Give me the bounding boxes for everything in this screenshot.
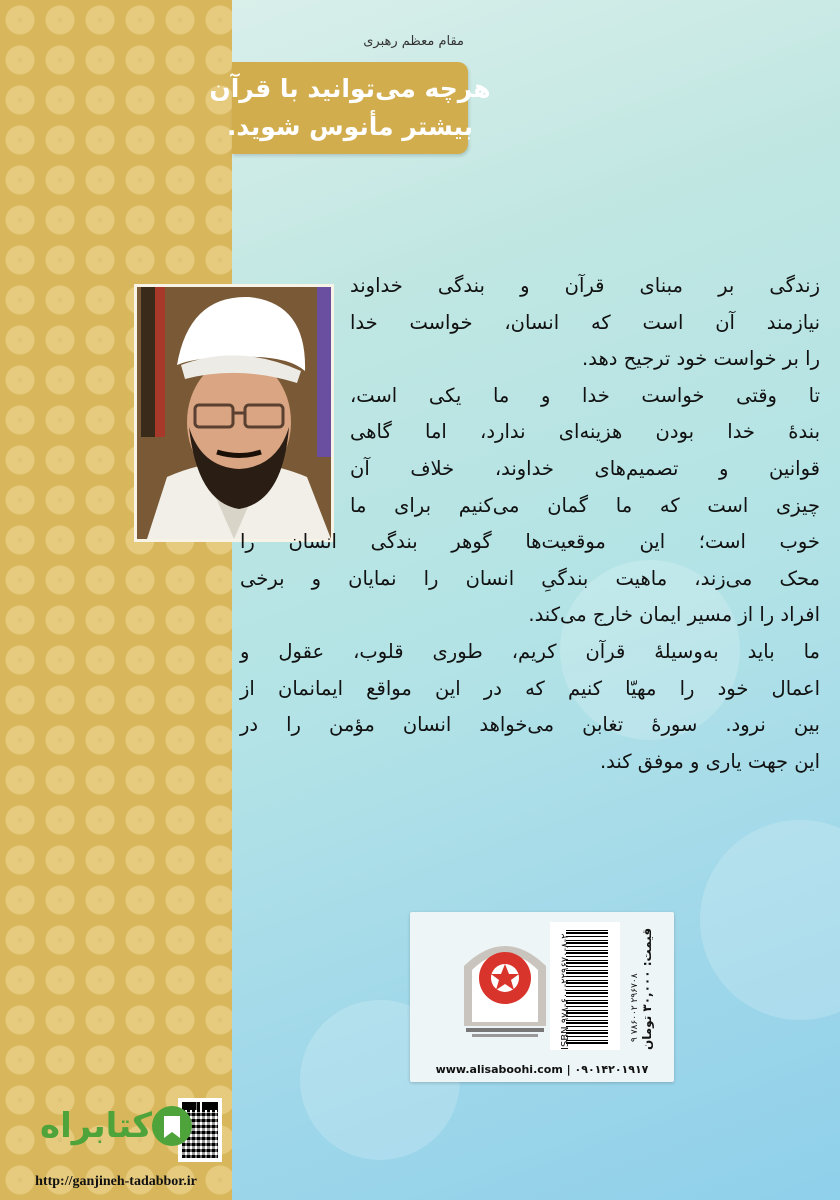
website-link[interactable]: www.alisaboohi.com <box>435 1063 563 1076</box>
body-line: را بر خواست خود ترجیح دهد. <box>582 347 820 371</box>
separator: | <box>566 1063 571 1076</box>
publisher-logo-icon <box>458 926 552 1044</box>
body-line: چیزی است که ما گمان می‌کنیم برای ما <box>350 493 820 517</box>
body-text <box>240 268 820 780</box>
decorative-pattern-strip <box>0 0 232 1200</box>
footer-url[interactable]: http://ganjineh-tadabbor.ir <box>35 1174 197 1189</box>
body-line: تا وقتی خواست خدا و ما یکی است، <box>350 383 820 407</box>
body-line: قوانین و تصمیم‌های خداوند، خلاف آن <box>350 456 820 480</box>
ketabrah-logo-icon <box>150 1100 194 1150</box>
isbn-number: ISBN ۹۷۸-۶۰۰-۲۲۹۶۷۰-۸-۲ <box>560 933 571 1050</box>
quote-attribution: مقام معظم رهبری <box>363 34 464 49</box>
barcode-panel <box>410 912 674 1082</box>
contact-line <box>410 1063 674 1076</box>
ketabrah-brand: کتابراه <box>40 1106 153 1146</box>
quote-box <box>209 62 491 154</box>
body-line: خوب است؛ این موقعیت‌ها گوهر بندگی انسان را <box>240 530 820 554</box>
barcode-digits: ۹ ۷۸۶۰۰۲ ۲۹۶۷۰۸ <box>630 973 640 1042</box>
body-line: اعمال خود را مهیّا کنیم که در این مواقع ایمانمان از <box>240 676 820 700</box>
body-line: بندهٔ خدا بودن هزینه‌ای ندارد، اما گاهی <box>350 420 820 444</box>
body-line: افراد را از مسیر ایمان خارج می‌کند. <box>528 603 820 627</box>
body-line: زندگی بر مبنای قرآن و بندگی خداوند <box>350 274 820 297</box>
body-line: ما باید به‌وسیلهٔ قرآن کریم، طوری قلوب، عقول و <box>240 639 820 663</box>
quote-line: بیشتر مأنوس شوید. <box>226 112 474 141</box>
body-line: این جهت یاری و موفق کند. <box>599 749 820 773</box>
bokeh-circle <box>700 820 840 1020</box>
body-line: محک می‌زند، ماهیت بندگیِ انسان را نمایان و برخی <box>240 566 820 590</box>
barcode-bars <box>566 928 608 1044</box>
body-line: نیازمند آن است که انسان، خواست خدا <box>350 310 820 334</box>
phone-number: ۰۹۰۱۴۲۰۱۹۱۷ <box>574 1063 649 1076</box>
price-label: قیمت: ۳۰,۰۰۰ تومان <box>640 927 654 1050</box>
body-line: بین نرود. سورهٔ تغابن می‌خواهد انسان مؤمن را در <box>240 713 820 737</box>
quote-line: هرچه می‌توانید با قرآن <box>209 74 491 103</box>
